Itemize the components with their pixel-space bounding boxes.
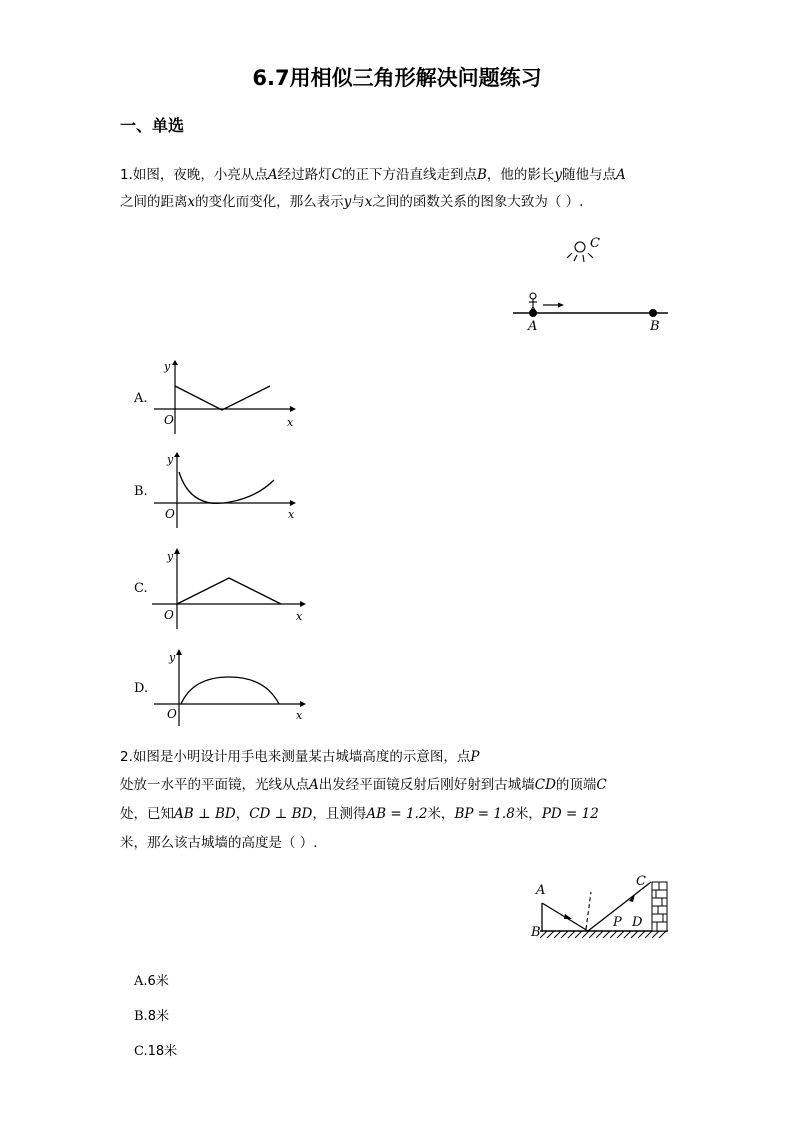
arrow-icon (564, 914, 572, 919)
q2-math: PD = 12 (541, 806, 599, 822)
q1-text: 之间的距离 (120, 194, 188, 210)
q1-var: y (343, 194, 352, 210)
q2-math: AB = 1.2 (366, 806, 428, 822)
q2-option-a-value: 6米 (147, 974, 169, 989)
q2-text: 米，那么该古城墙的高度是（ ）. (120, 835, 318, 851)
q2-text: ，且测得 (312, 806, 367, 822)
q2-option-c (134, 1040, 177, 1059)
q2-text: 出发经平面镜反射后刚好射到古城墙 (318, 777, 535, 793)
axis-x-label: x (287, 416, 294, 429)
axis-y-label: y (164, 360, 171, 373)
q1-var: B (476, 167, 487, 183)
arrow-right-icon (543, 303, 564, 308)
q1-text: 之间的函数关系的图象大致为（ ）. (372, 194, 584, 210)
q1-line-2 (120, 190, 583, 210)
label-D: D (632, 915, 643, 930)
q2-text: 米， (514, 806, 542, 822)
q2-var: A (309, 777, 319, 793)
q2-line-1 (120, 745, 479, 765)
q2-text: 2.如图是小明设计用手电来测量某古城墙高度的示意图，点 (120, 749, 471, 765)
q2-line-3 (120, 802, 599, 822)
graph-curve (181, 677, 279, 704)
q1-option-b-graph (150, 450, 310, 530)
q1-text: 1.如图，夜晚，小亮从点 (120, 167, 268, 183)
q2-option-a-label: A. (134, 974, 148, 989)
q2-option-a (134, 970, 169, 989)
q2-text: ， (235, 806, 250, 822)
q1-option-c-label: C. (134, 581, 148, 596)
q1-text: 的变化而变化，那么表示 (195, 194, 344, 210)
q1-option-c-graph (150, 545, 315, 630)
q1-option-d-label: D. (134, 681, 149, 696)
q2-var: P (470, 749, 480, 765)
graph-curve (177, 578, 281, 604)
label-B: B (650, 319, 660, 334)
q2-text: 处，已知 (120, 806, 174, 822)
q2-math: AB ⊥ BD (174, 806, 236, 822)
label-C: C (636, 874, 646, 889)
origin-label: O (165, 507, 175, 521)
q1-line-1 (120, 163, 626, 183)
q2-line-2 (120, 773, 607, 793)
q2-wall-figure (528, 870, 673, 945)
label-P: P (613, 915, 622, 930)
q2-math: CD ⊥ BD (249, 806, 313, 822)
brick-wall (652, 882, 667, 931)
q1-option-d-graph (150, 647, 315, 727)
q1-text: 与 (351, 194, 365, 210)
normal-line (586, 892, 591, 929)
label-A: A (536, 883, 546, 898)
q1-text: ，他的影长 (486, 167, 555, 183)
q1-option-b-label: B. (134, 484, 148, 499)
section-heading: 一、单选 (120, 116, 185, 135)
q2-option-b-label: B. (134, 1009, 148, 1024)
q1-var: A (616, 167, 626, 183)
axis-y-label: y (167, 453, 174, 466)
q1-option-a-label: A. (134, 391, 148, 406)
q2-option-c-value: 18米 (147, 1044, 178, 1059)
q2-text: 处放一水平的平面镜，光线从点 (120, 777, 309, 793)
q2-math: BP = 1.8 (454, 806, 515, 822)
ground-hatch (540, 931, 668, 938)
axis-x-label: x (296, 709, 303, 722)
q1-text: 随他与点 (562, 167, 617, 183)
q1-option-a-graph (150, 360, 310, 435)
axis-x-label: x (288, 508, 295, 521)
q1-var: A (267, 167, 278, 183)
q1-text: 经过路灯 (277, 167, 332, 183)
q2-var: CD (534, 777, 556, 793)
q2-option-c-label: C. (134, 1044, 148, 1059)
origin-label: O (164, 608, 174, 622)
q1-var: C (331, 167, 342, 183)
q2-option-b (134, 1005, 169, 1024)
q1-var: x (364, 194, 373, 210)
q1-street-figure (510, 232, 680, 337)
q2-option-b-value: 8米 (147, 1009, 169, 1024)
q1-var: x (187, 194, 196, 210)
q2-line-4 (120, 831, 318, 851)
q1-var: y (554, 167, 563, 183)
origin-label: O (167, 707, 177, 721)
graph-curve (175, 386, 270, 410)
q2-text: 的顶端 (555, 777, 597, 793)
q2-var: C (596, 777, 607, 793)
page-title: 6.7用相似三角形解决问题练习 (252, 66, 542, 90)
point-A (529, 309, 537, 317)
q2-text: 米， (427, 806, 455, 822)
graph-curve (179, 472, 274, 503)
origin-label: O (164, 413, 174, 427)
label-A: A (528, 319, 538, 334)
label-C: C (590, 236, 600, 251)
axis-y-label: y (167, 550, 174, 563)
point-B (649, 309, 657, 317)
axis-x-label: x (296, 610, 303, 623)
axis-y-label: y (169, 651, 176, 664)
q1-text: 的正下方沿直线走到点 (341, 167, 477, 183)
label-B: B (531, 925, 541, 940)
